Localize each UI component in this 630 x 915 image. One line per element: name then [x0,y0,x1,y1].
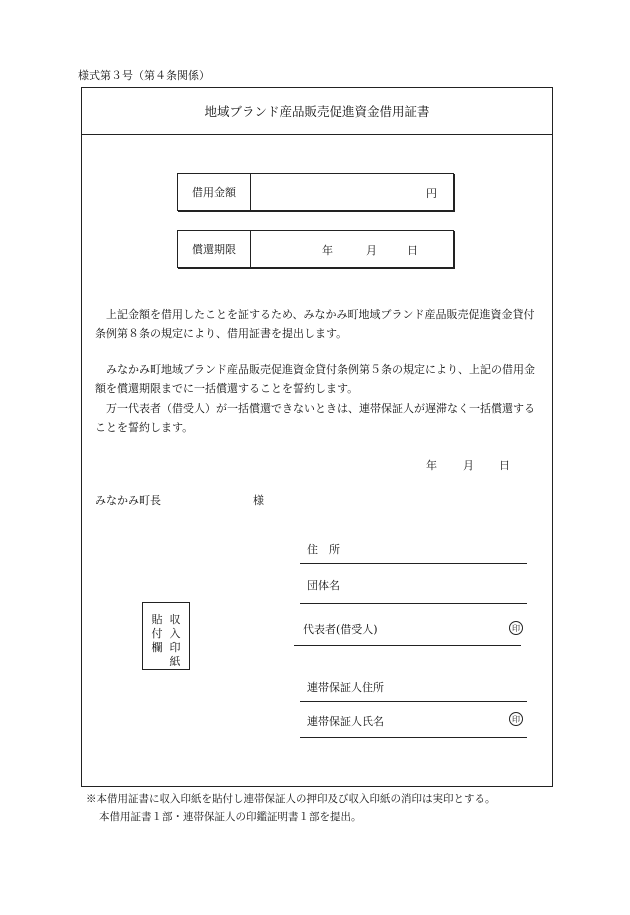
representative-seal-icon: 印 [509,621,523,635]
date-year: 年 [426,459,437,472]
loan-amount-unit: 円 [426,187,437,200]
organization-line[interactable] [300,603,527,604]
document-title: 地域ブランド産品販売促進資金借用証書 [82,88,552,135]
organization-label: 団体名 [307,579,340,592]
date-day: 日 [499,459,510,472]
loan-amount-label: 借用金額 [178,174,251,210]
repayment-deadline-box [177,230,454,268]
date-month: 月 [463,459,474,472]
repayment-deadline-label: 償還期限 [178,231,251,267]
loan-amount-field[interactable] [251,174,453,210]
body-paragraph-1: 上記金額を借用したことを証するため、みなかみ町地域ブランド産品販売促進資金貸付条例第８条の規定により、借用証書を提出します。 [95,308,535,340]
guarantor-name-line[interactable] [300,737,527,738]
address-line[interactable] [300,563,527,564]
deadline-month: 月 [366,244,377,257]
guarantor-address-line[interactable] [300,701,527,702]
loan-amount-box [177,173,454,211]
stamp-label-left: 貼付欄 [151,613,163,654]
note-line-1: ※本借用証書に収入印紙を貼付し連帯保証人の押印及び収入印紙の消印は実印とする。 [86,793,496,805]
form-number: 様式第３号（第４条関係） [78,69,210,82]
representative-label: 代表者(借受人) [303,623,378,636]
note-line-2: 本借用証書１部・連帯保証人の印鑑証明書１部を提出。 [99,811,362,823]
repayment-deadline-field[interactable] [251,231,453,267]
deadline-day: 日 [407,244,418,257]
addressee-honorific: 様 [253,494,264,507]
stamp-label-right: 収入印紙 [169,613,181,668]
guarantor-seal-icon: 印 [509,712,523,726]
guarantor-name-label: 連帯保証人氏名 [307,715,384,728]
address-label: 住 所 [307,543,340,556]
guarantor-address-label: 連帯保証人住所 [307,681,384,694]
representative-line[interactable] [294,645,521,646]
body-paragraph-2: みなかみ町地域ブランド産品販売促進資金貸付条例第５条の規定により、上記の借用金額を償還期限までに一括償還することを誓約します。 [95,363,535,395]
addressee-name: みなかみ町長 [95,494,161,507]
revenue-stamp-box [142,602,190,670]
body-paragraph-3: 万一代表者（借受人）が一括償還できないときは、連帯保証人が遅滞なく一括償還することを誓約します。 [95,402,535,434]
deadline-year: 年 [322,244,333,257]
